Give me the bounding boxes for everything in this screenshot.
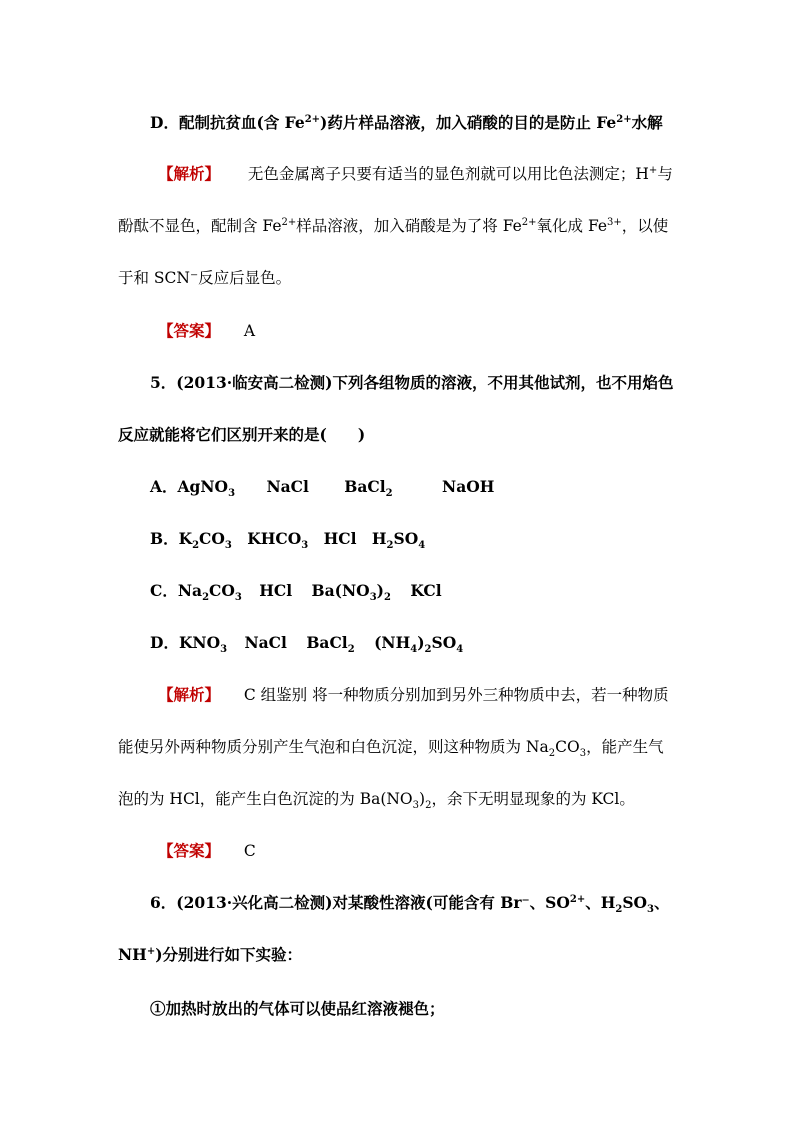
- analysis-2-line-3: 泡的为 HCl，能产生白色沉淀的为 $Ba(NO_3)_2$，余下无明显现象的为 KCl。: [118, 790, 635, 812]
- question-6-line-1: 6．(2013·兴化高二检测)对某酸性溶液(可能含有 Br⁻、$SO^{2+}$、$H_2SO_3$、: [150, 893, 670, 916]
- analysis-line-3: 于和 SCN⁻反应后显色。: [118, 269, 292, 287]
- option-c: C．$Na_2CO_3$ HCl $Ba(NO_3)_2$ KCl: [150, 581, 442, 604]
- answer-line: [158, 321, 255, 341]
- question-6-item-1: ①加热时放出的气体可以使品红溶液褪色；: [150, 999, 445, 1018]
- analysis-line-2: 酚酞不显色，配制含 $Fe^{2+}$样品溶液，加入硝酸是为了将 $Fe^{2+}$氧化成 $Fe^{3+}$，以使: [118, 216, 669, 235]
- question-option-d: D．配制抗贫血(含 $Fe^{2+}$)药片样品溶液，加入硝酸的目的是防止 $Fe^{2+}$水解: [150, 113, 663, 132]
- answer-tag: 【答案】: [158, 841, 221, 860]
- question-5-line-2: 反应就能将它们区别开来的是( ): [118, 425, 366, 444]
- answer-line-2: [158, 841, 256, 861]
- analysis-tag: 【解析】: [158, 685, 221, 704]
- question-6-line-2: NH+)分别进行如下实验：: [118, 945, 303, 964]
- answer-value: A: [243, 322, 256, 340]
- answer-tag: 【答案】: [158, 321, 221, 340]
- analysis-2-line-2: 能使另外两种物质分别产生气泡和白色沉淀，则这种物质为 $Na_2CO_3$，能产生气: [118, 738, 664, 760]
- analysis-2-line-1: 【解析】 C 组鉴别 将一种物质分别加到另外三种物质中去，若一种物质: [158, 685, 669, 704]
- answer-value: C: [243, 842, 256, 860]
- option-a: A．AgNO$_3$ NaCl BaCl$_2$ NaOH: [150, 477, 495, 500]
- option-b: B．$K_2CO_3$ $KHCO_3$ HCl $H_2SO_4$: [150, 529, 426, 552]
- option-d: D．$KNO_3$ NaCl BaCl$_2$ $(NH_4)_2SO_4$: [150, 633, 464, 656]
- analysis-line-1: 【解析】 无色金属离子只要有适当的显色剂就可以用比色法测定；H+与: [158, 164, 673, 183]
- analysis-tag: 【解析】: [158, 164, 221, 183]
- question-5-line-1: 5．(2013·临安高二检测)下列各组物质的溶液，不用其他试剂，也不用焰色: [150, 373, 674, 392]
